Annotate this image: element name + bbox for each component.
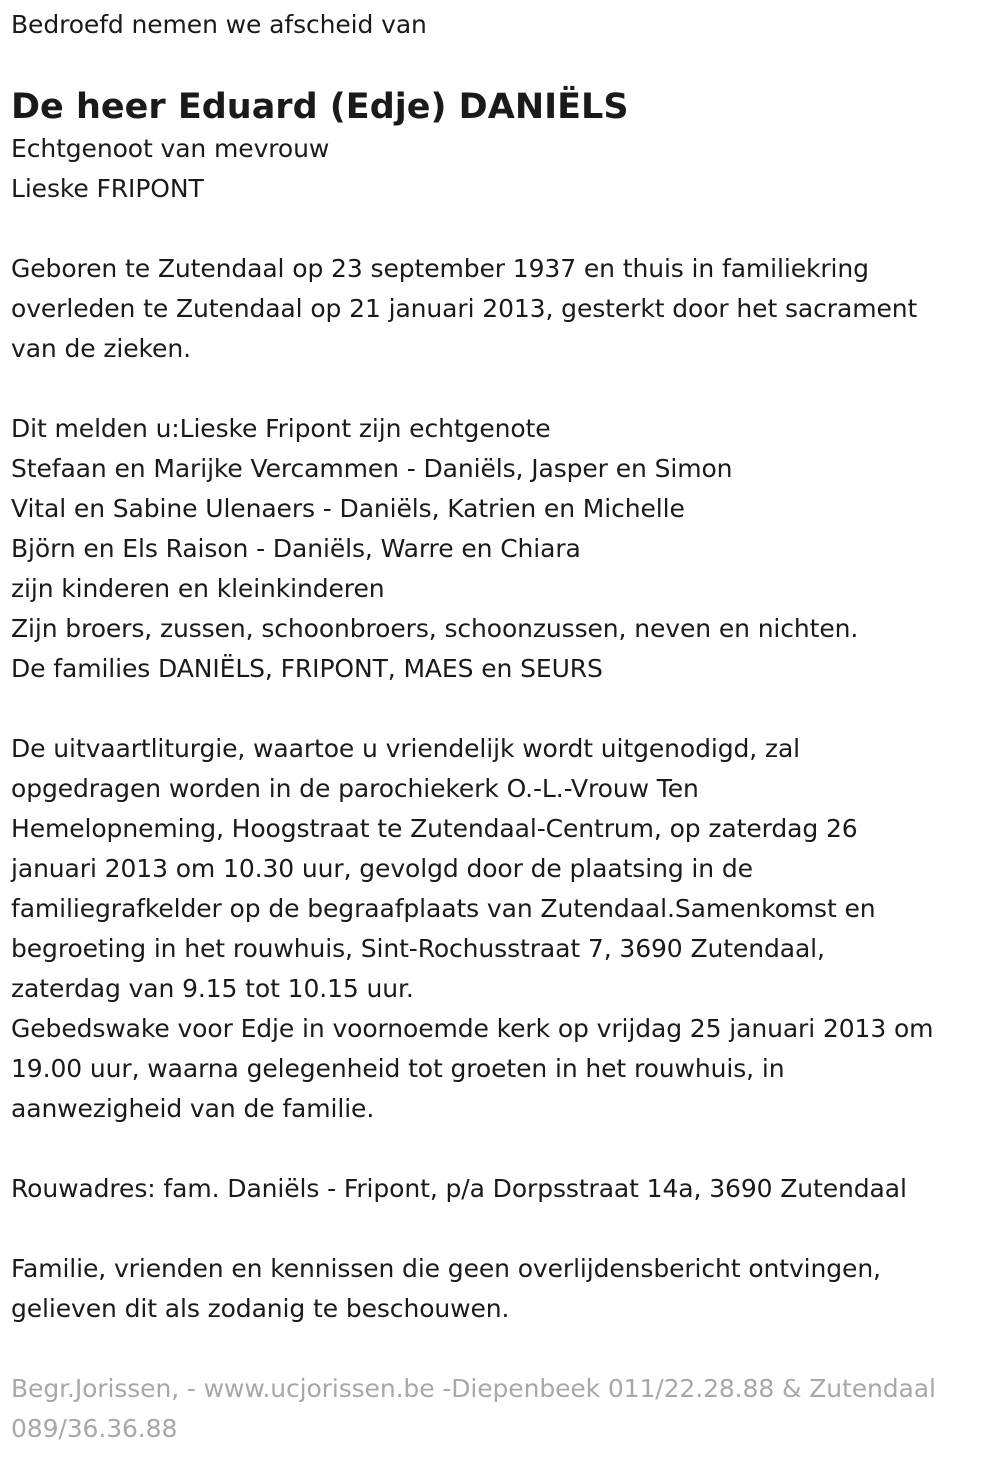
funeral-line: De uitvaartliturgie, waartoe u vriendelijk wordt uitgenodigd, zal: [11, 734, 801, 763]
family-line: Björn en Els Raison - Daniëls, Warre en Chiara: [11, 534, 581, 563]
birth-death-block: [11, 249, 996, 369]
funeral-line: zaterdag van 9.15 tot 10.15 uur.: [11, 974, 414, 1003]
footer-line: Begr.Jorissen, - www.ucjorissen.be -Diepenbeek 011/22.28.88 & Zutendaal: [11, 1374, 936, 1403]
notice-line: Familie, vrienden en kennissen die geen overlijdensbericht ontvingen,: [11, 1254, 881, 1283]
deceased-name: De heer Eduard (Edje) DANIËLS: [11, 87, 629, 127]
birth-death-line: Geboren te Zutendaal op 23 september 1937 en thuis in familiekring: [11, 254, 869, 283]
birth-death-line: van de zieken.: [11, 334, 191, 363]
funeral-line: Gebedswake voor Edje in voornoemde kerk op vrijdag 25 januari 2013 om: [11, 1014, 934, 1043]
family-block: [11, 409, 996, 689]
intro-text: Bedroefd nemen we afscheid van: [11, 10, 427, 39]
notice-line: gelieven dit als zodanig te beschouwen.: [11, 1294, 510, 1323]
birth-death-line: overleden te Zutendaal op 21 januari 2013, gesterkt door het sacrament: [11, 294, 918, 323]
address-block: [11, 1169, 996, 1209]
funeral-line: Hemelopneming, Hoogstraat te Zutendaal-Centrum, op zaterdag 26: [11, 814, 858, 843]
obituary-notice: [11, 0, 996, 1449]
spouse-block: [11, 129, 996, 209]
family-line: Dit melden u:Lieske Fripont zijn echtgenote: [11, 414, 551, 443]
family-line: Stefaan en Marijke Vercammen - Daniëls, Jasper en Simon: [11, 454, 733, 483]
funeral-line: aanwezigheid van de familie.: [11, 1094, 375, 1123]
funeral-line: opgedragen worden in de parochiekerk O.-L.-Vrouw Ten: [11, 774, 699, 803]
footer-line: 089/36.36.88: [11, 1414, 178, 1443]
address-line: Rouwadres: fam. Daniëls - Fripont, p/a Dorpsstraat 14a, 3690 Zutendaal: [11, 1174, 907, 1203]
family-line: Zijn broers, zussen, schoonbroers, schoonzussen, neven en nichten.: [11, 614, 859, 643]
funeral-line: begroeting in het rouwhuis, Sint-Rochusstraat 7, 3690 Zutendaal,: [11, 934, 825, 963]
notice-block: [11, 1249, 996, 1329]
spouse-line: Lieske FRIPONT: [11, 174, 204, 203]
funeral-home-footer: [11, 1369, 996, 1449]
family-line: De families DANIËLS, FRIPONT, MAES en SEURS: [11, 654, 603, 683]
funeral-block: [11, 729, 996, 1129]
funeral-line: januari 2013 om 10.30 uur, gevolgd door de plaatsing in de: [11, 854, 753, 883]
spouse-line: Echtgenoot van mevrouw: [11, 134, 330, 163]
family-line: zijn kinderen en kleinkinderen: [11, 574, 385, 603]
family-line: Vital en Sabine Ulenaers - Daniëls, Katrien en Michelle: [11, 494, 685, 523]
funeral-line: 19.00 uur, waarna gelegenheid tot groeten in het rouwhuis, in: [11, 1054, 785, 1083]
funeral-line: familiegrafkelder op de begraafplaats van Zutendaal.Samenkomst en: [11, 894, 876, 923]
